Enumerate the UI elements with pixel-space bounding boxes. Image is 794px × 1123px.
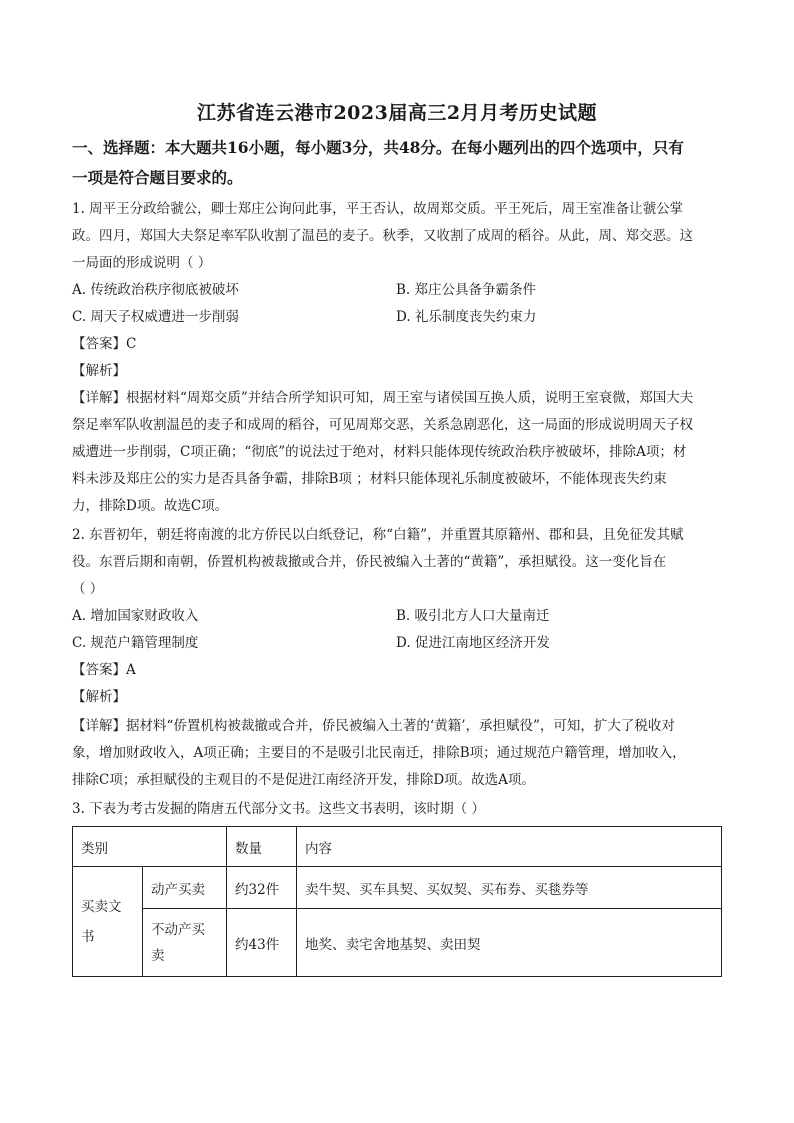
q1-detail-line1: 【详解】根据材料“周郑交质”并结合所学知识可知，周王室与诸侯国互换人质，说明王室衰微，郑国大夫 [72,390,694,406]
group-label-line1: 买卖文 [81,898,122,915]
row2-subcategory-line1: 不动产买 [151,921,205,938]
row2-subcategory-line2: 卖 [151,947,165,964]
q2-detail-line1: 【详解】据材料“侨置机构被裁撤或合并，侨民被编入土著的‘黄籍’，承担赋役”，可知，扩大了税收对 [72,718,675,734]
q2-answer: 【答案】A [72,662,136,678]
q1-option-b: B. 郑庄公具备争霸条件 [396,282,537,298]
q1-option-a: A. 传统政治秩序彻底被破坏 [72,282,239,298]
header-category: 类别 [73,827,227,867]
q1-option-d: D. 礼乐制度丧失约束力 [396,309,537,325]
q2-stem-line3: （ ） [72,581,104,597]
q2-option-c: C. 规范户籍管理制度 [72,635,199,651]
q2-detail-line2: 象，增加财政收入，A项正确；主要目的不是吸引北民南迁，排除B项；通过规范户籍管理，增加收入， [72,745,686,761]
q3-documents-table [72,826,722,977]
row2-count: 约43件 [227,909,297,977]
q1-detail-line3: 威遭进一步削弱，C项正确；“彻底”的说法过于绝对，材料只能体现传统政治秩序被破坏，排除A项；材 [72,444,687,460]
section-heading-line1: 一、选择题：本大题共16小题，每小题3分，共48分。在每小题列出的四个选项中，只有 [72,138,684,157]
page-title: 江苏省连云港市2023届高三2月月考历史试题 [196,102,598,124]
q2-option-a: A. 增加国家财政收入 [72,608,199,624]
row1-count: 约32件 [227,867,297,909]
q1-analysis-label: 【解析】 [72,363,126,379]
table-row [73,867,722,909]
row1-content: 卖牛契、买车具契、买奴契、买布券、买毯券等 [297,867,722,909]
q1-detail-line2: 祭足率军队收割温邑的麦子和成周的稻谷，可见周郑交恶，关系急剧恶化，这一局面的形成说明周天子权 [72,417,693,433]
q2-detail-line3: 排除C项；承担赋役的主观目的不是促进江南经济开发，排除D项。故选A项。 [72,772,535,788]
header-count: 数量 [227,827,297,867]
q1-stem-line3: 一局面的形成说明（ ） [72,255,212,271]
group-label-cell [73,867,143,977]
q2-option-d: D. 促进江南地区经济开发 [396,635,550,651]
q3-stem: 3. 下表为考古发掘的隋唐五代部分文书。这些文书表明，该时期（ ） [72,801,485,817]
table-row [73,909,722,977]
q1-stem-line1: 1. 周平王分政给虢公，卿士郑庄公询问此事，平王否认，故周郑交质。平王死后，周王室准备让虢公掌 [72,201,684,217]
q2-analysis-label: 【解析】 [72,689,126,705]
row1-subcategory: 动产买卖 [143,867,227,909]
q1-detail-line4: 料未涉及郑庄公的实力是否具备争霸，排除B项 ；材料只能体现礼乐制度被破坏，不能体现丧失约束 [72,471,667,487]
q1-answer: 【答案】C [72,336,137,352]
q1-stem-line2: 政。四月，郑国大夫祭足率军队收割了温邑的麦子。秋季，又收割了成周的稻谷。从此，周、郑交恶。这 [72,228,693,244]
q2-option-b: B. 吸引北方人口大量南迁 [396,608,550,624]
q2-stem-line2: 役。东晋后期和南朝，侨置机构被裁撤或合并，侨民被编入土著的“黄籍”，承担赋役。这一变化旨在 [72,554,667,570]
row2-subcategory-cell [143,909,227,977]
row2-content: 地奖、卖宅舍地基契、卖田契 [297,909,722,977]
q2-stem-line1: 2. 东晋初年，朝廷将南渡的北方侨民以白纸登记，称“白籍”，并重置其原籍州、郡和县，且免征发其赋 [72,527,684,543]
table-header-row [73,827,722,867]
group-label-line2: 书 [81,928,95,945]
header-content: 内容 [297,827,722,867]
section-heading-line2: 一项是符合题目要求的。 [72,168,243,187]
q1-detail-line5: 力，排除D项。故选C项。 [72,498,229,514]
q1-option-c: C. 周天子权威遭进一步削弱 [72,309,239,325]
